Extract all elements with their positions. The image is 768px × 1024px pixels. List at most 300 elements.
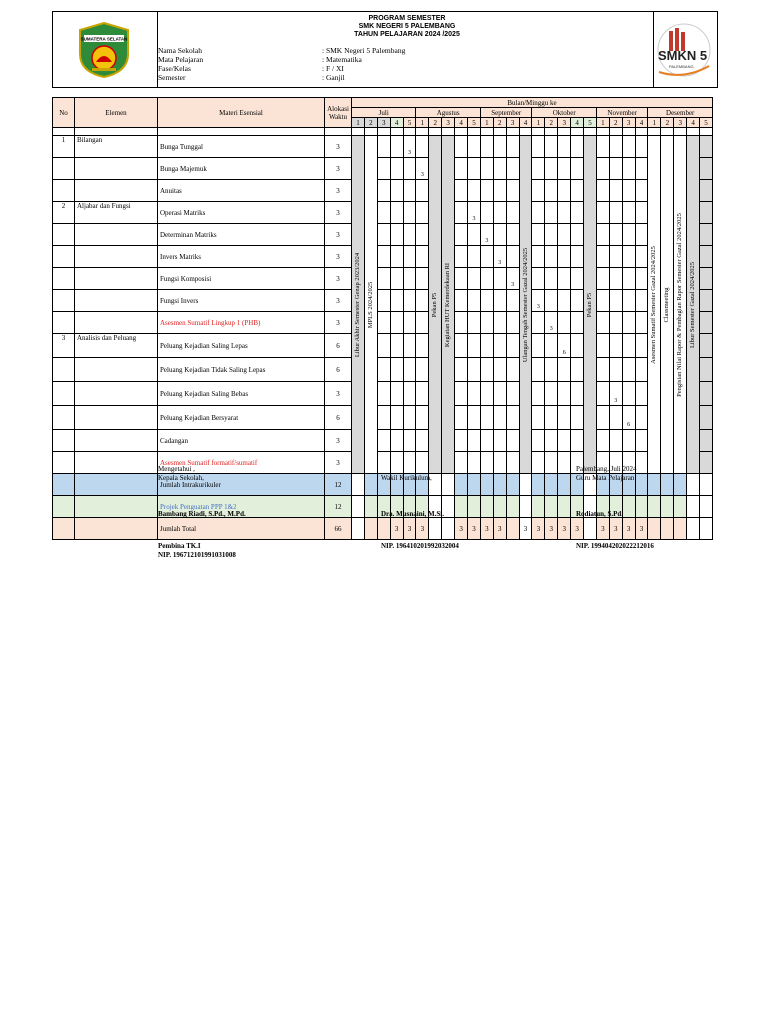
- week-cell: [558, 180, 571, 202]
- week-cell: [480, 430, 493, 452]
- week-cell: [532, 452, 545, 474]
- week-cell: [571, 312, 584, 334]
- week-cell: [455, 202, 468, 224]
- week-cell: [390, 202, 403, 224]
- week-cell: [390, 246, 403, 268]
- week-cell: [416, 430, 429, 452]
- spacer-cell: [532, 128, 545, 136]
- row-elemen: [75, 268, 158, 290]
- week-cell: [558, 158, 571, 180]
- week-cell: [700, 496, 713, 518]
- week-cell: [635, 290, 648, 312]
- week-cell: [700, 406, 713, 430]
- week-cell: [558, 430, 571, 452]
- week-cell: 3: [493, 246, 506, 268]
- kepsek-name: Bambang Riadi, S.Pd., M.Pd.: [158, 510, 246, 518]
- week-cell: [377, 224, 390, 246]
- week-cell: [635, 246, 648, 268]
- vertical-note-text: Pekan P5: [431, 292, 439, 317]
- week-cell: [700, 334, 713, 358]
- week-cell: [416, 202, 429, 224]
- spacer-cell: [609, 128, 622, 136]
- week-cell: [416, 268, 429, 290]
- spacer-cell: [571, 128, 584, 136]
- vertical-note-text: Pengisian Nilai Rapor & Pembagian Rapor Semester Gazal 2024/2025: [676, 212, 684, 397]
- week-cell: [377, 180, 390, 202]
- week-cell: 3: [558, 518, 571, 540]
- week-cell: [377, 202, 390, 224]
- week-cell: [596, 406, 609, 430]
- week-cell: [403, 268, 416, 290]
- week-cell: 3: [532, 518, 545, 540]
- week-cell: [403, 334, 416, 358]
- week-cell: [416, 180, 429, 202]
- guru-role: Guru Mata Pelajaran: [576, 474, 635, 482]
- summary-empty: [53, 518, 75, 540]
- table-row: [53, 136, 713, 158]
- waka-name: Dra. Musnaini, M.Si.: [381, 510, 445, 518]
- row-elemen: Bilangan: [75, 136, 158, 158]
- week-cell: [635, 358, 648, 382]
- header-week: 2: [364, 118, 377, 128]
- week-cell: [377, 158, 390, 180]
- week-cell: [480, 406, 493, 430]
- row-elemen: Analisis dan Peluang: [75, 334, 158, 358]
- week-cell: [532, 474, 545, 496]
- header-week: 4: [571, 118, 584, 128]
- row-materi: Peluang Kejadian Bersyarat: [158, 406, 325, 430]
- spacer-cell: [687, 128, 700, 136]
- row-no: [53, 406, 75, 430]
- header-month: Oktober: [532, 108, 596, 118]
- week-cell: [364, 496, 377, 518]
- week-cell: [468, 158, 481, 180]
- week-cell: [609, 136, 622, 158]
- row-materi: Bunga Tunggal: [158, 136, 325, 158]
- row-materi: Peluang Kejadian Saling Lepas: [158, 334, 325, 358]
- week-cell: [609, 202, 622, 224]
- guru-nip: NIP. 199404202022212016: [576, 542, 654, 550]
- week-cell: [493, 202, 506, 224]
- header-week: 2: [429, 118, 442, 128]
- table-row: [53, 406, 713, 430]
- row-jp: 3: [325, 202, 352, 224]
- table-row: [53, 358, 713, 382]
- week-cell: [700, 246, 713, 268]
- spacer-cell: [75, 128, 158, 136]
- waka-role: Wakil Kurikulum,: [381, 474, 432, 482]
- week-cell: [545, 358, 558, 382]
- week-cell: [377, 268, 390, 290]
- week-cell: [416, 406, 429, 430]
- header-week: 4: [390, 118, 403, 128]
- header-week: 3: [506, 118, 519, 128]
- header-week: 3: [674, 118, 687, 128]
- header-elemen: Elemen: [75, 98, 158, 128]
- row-no: [53, 358, 75, 382]
- week-cell: [416, 246, 429, 268]
- summary-empty: [75, 496, 158, 518]
- week-cell: 3: [416, 158, 429, 180]
- week-cell: [352, 496, 365, 518]
- week-cell: [622, 136, 635, 158]
- week-cell: [377, 452, 390, 474]
- week-cell: [571, 430, 584, 452]
- week-cell: [480, 202, 493, 224]
- week-cell: [416, 312, 429, 334]
- week-cell: [416, 334, 429, 358]
- week-cell: [390, 180, 403, 202]
- week-cell: [622, 268, 635, 290]
- smkn5-logo: [653, 22, 715, 78]
- header-week: 1: [648, 118, 661, 128]
- week-cell: [468, 452, 481, 474]
- week-cell: [364, 474, 377, 496]
- week-cell: [403, 224, 416, 246]
- week-cell: [622, 158, 635, 180]
- mengetahui-label: Mengetahui ,: [158, 465, 195, 473]
- spacer-cell: [352, 128, 365, 136]
- week-cell: [700, 202, 713, 224]
- week-cell: [700, 136, 713, 158]
- week-cell: [493, 496, 506, 518]
- week-cell: [493, 334, 506, 358]
- week-cell: [596, 358, 609, 382]
- week-cell: [622, 312, 635, 334]
- vertical-note: [674, 136, 687, 474]
- week-cell: [352, 474, 365, 496]
- summary-empty: [53, 496, 75, 518]
- week-cell: [596, 268, 609, 290]
- week-cell: 3: [390, 518, 403, 540]
- week-cell: [468, 474, 481, 496]
- week-cell: [455, 246, 468, 268]
- spacer-cell: [700, 128, 713, 136]
- row-jp: 3: [325, 268, 352, 290]
- week-cell: [455, 224, 468, 246]
- week-cell: [674, 518, 687, 540]
- week-cell: [635, 406, 648, 430]
- info-labels: [158, 46, 203, 82]
- spacer-cell: [648, 128, 661, 136]
- table-row: [53, 382, 713, 406]
- table-row: [53, 246, 713, 268]
- week-cell: [468, 496, 481, 518]
- week-cell: 3: [506, 268, 519, 290]
- week-cell: [390, 224, 403, 246]
- row-jp: 3: [325, 224, 352, 246]
- week-cell: [596, 382, 609, 406]
- week-cell: 3: [545, 518, 558, 540]
- week-cell: [455, 268, 468, 290]
- week-cell: [700, 430, 713, 452]
- week-cell: [468, 334, 481, 358]
- week-cell: [532, 382, 545, 406]
- week-cell: [416, 136, 429, 158]
- week-cell: [635, 430, 648, 452]
- table-row: [53, 224, 713, 246]
- week-cell: [596, 224, 609, 246]
- week-cell: [377, 136, 390, 158]
- week-cell: [377, 290, 390, 312]
- header-week: 1: [596, 118, 609, 128]
- spacer-cell: [390, 128, 403, 136]
- info-value: : SMK Negeri 5 Palembang: [322, 46, 406, 55]
- spacer-cell: [53, 128, 75, 136]
- row-jp: 3: [325, 246, 352, 268]
- week-cell: [480, 136, 493, 158]
- week-cell: [635, 158, 648, 180]
- vertical-note: [648, 136, 661, 474]
- week-cell: [493, 382, 506, 406]
- spacer-cell: [674, 128, 687, 136]
- week-cell: [532, 136, 545, 158]
- week-cell: [390, 406, 403, 430]
- week-cell: [468, 224, 481, 246]
- spacer-cell: [442, 128, 455, 136]
- logo-right-text: SMKN 5: [658, 48, 708, 63]
- kepsek-role: Kepala Sekolah,: [158, 474, 204, 482]
- week-cell: [506, 334, 519, 358]
- spacer-cell: [558, 128, 571, 136]
- week-cell: [545, 246, 558, 268]
- week-cell: [532, 496, 545, 518]
- week-cell: [596, 430, 609, 452]
- week-cell: [609, 158, 622, 180]
- week-cell: [700, 158, 713, 180]
- vertical-note: [442, 136, 455, 474]
- row-no: [53, 158, 75, 180]
- week-cell: [468, 136, 481, 158]
- vertical-note: [687, 136, 700, 474]
- week-cell: [377, 312, 390, 334]
- week-cell: [545, 224, 558, 246]
- week-cell: [635, 334, 648, 358]
- spacer-cell: [377, 128, 390, 136]
- row-jp: 3: [325, 312, 352, 334]
- summary-label: Jumlah Total: [158, 518, 325, 540]
- week-cell: [468, 290, 481, 312]
- week-cell: [545, 202, 558, 224]
- row-materi: Peluang Kejadian Tidak Saling Lepas: [158, 358, 325, 382]
- week-cell: [416, 452, 429, 474]
- week-cell: [377, 334, 390, 358]
- spacer-cell: [596, 128, 609, 136]
- header-bulan: Bulan/Minggu ke: [352, 98, 713, 108]
- info-label: Semester: [158, 73, 186, 82]
- spacer-cell: [584, 128, 597, 136]
- row-jp: 3: [325, 430, 352, 452]
- vertical-note: [364, 136, 377, 474]
- spacer-cell: [506, 128, 519, 136]
- header-week: 5: [584, 118, 597, 128]
- week-cell: [506, 496, 519, 518]
- row-elemen: [75, 358, 158, 382]
- week-cell: [506, 430, 519, 452]
- row-materi: Bunga Majemuk: [158, 158, 325, 180]
- row-no: [53, 180, 75, 202]
- week-cell: [622, 334, 635, 358]
- week-cell: [532, 312, 545, 334]
- row-elemen: [75, 406, 158, 430]
- week-cell: [609, 358, 622, 382]
- header-month: November: [596, 108, 648, 118]
- row-no: [53, 224, 75, 246]
- header-month: September: [480, 108, 532, 118]
- week-cell: [455, 382, 468, 406]
- week-cell: [622, 382, 635, 406]
- week-cell: [403, 406, 416, 430]
- summary-empty: [75, 474, 158, 496]
- week-cell: [571, 382, 584, 406]
- week-cell: [596, 202, 609, 224]
- week-cell: [416, 382, 429, 406]
- week-cell: 3: [468, 518, 481, 540]
- week-cell: [532, 246, 545, 268]
- week-cell: [468, 246, 481, 268]
- vertical-note: [429, 136, 442, 474]
- week-cell: [687, 496, 700, 518]
- kepsek-nip: NIP. 196712101991031008: [158, 551, 236, 559]
- week-cell: [519, 474, 532, 496]
- week-cell: [455, 180, 468, 202]
- header-week: 2: [609, 118, 622, 128]
- week-cell: [468, 268, 481, 290]
- spacer-cell: [429, 128, 442, 136]
- row-jp: 3: [325, 290, 352, 312]
- table-row: [53, 268, 713, 290]
- week-cell: [532, 358, 545, 382]
- week-cell: [493, 268, 506, 290]
- week-cell: 3: [545, 312, 558, 334]
- row-materi: Fungsi Komposisi: [158, 268, 325, 290]
- info-label: Nama Sekolah: [158, 46, 202, 55]
- row-elemen: [75, 382, 158, 406]
- row-materi: Fungsi Invers: [158, 290, 325, 312]
- week-cell: [532, 158, 545, 180]
- sumsel-emblem-logo: [78, 22, 130, 78]
- week-cell: [506, 202, 519, 224]
- week-cell: [390, 312, 403, 334]
- week-cell: [493, 452, 506, 474]
- week-cell: [493, 406, 506, 430]
- row-materi: Asesmen Sumatif Lingkup 1 (PHB): [158, 312, 325, 334]
- week-cell: [609, 406, 622, 430]
- week-cell: [352, 518, 365, 540]
- week-cell: [506, 246, 519, 268]
- week-cell: [700, 474, 713, 496]
- header-month: Juli: [352, 108, 416, 118]
- info-label: Fase/Kelas: [158, 64, 191, 73]
- week-cell: [493, 430, 506, 452]
- week-cell: [571, 334, 584, 358]
- week-cell: [377, 430, 390, 452]
- header-week: 4: [687, 118, 700, 128]
- waka-nip: NIP. 196410201992032004: [381, 542, 459, 550]
- spacer-cell: [622, 128, 635, 136]
- week-cell: [532, 224, 545, 246]
- week-cell: 6: [622, 406, 635, 430]
- week-cell: [558, 382, 571, 406]
- week-cell: [480, 334, 493, 358]
- week-cell: 3: [622, 518, 635, 540]
- week-cell: [558, 290, 571, 312]
- week-cell: [455, 334, 468, 358]
- week-cell: [622, 180, 635, 202]
- week-cell: [403, 358, 416, 382]
- week-cell: [480, 496, 493, 518]
- week-cell: [635, 268, 648, 290]
- header-week: 3: [622, 118, 635, 128]
- week-cell: [390, 136, 403, 158]
- week-cell: [558, 224, 571, 246]
- vertical-note-text: Asesmen Sumatif Semester Gazal 2024/2025: [650, 245, 658, 364]
- week-cell: 3: [416, 518, 429, 540]
- week-cell: [506, 158, 519, 180]
- summary-value: 12: [325, 496, 352, 518]
- week-cell: [700, 518, 713, 540]
- week-cell: [674, 496, 687, 518]
- week-cell: 3: [403, 136, 416, 158]
- week-cell: [609, 180, 622, 202]
- header-materi: Materi Esensial: [158, 98, 325, 128]
- spacer-cell: [519, 128, 532, 136]
- week-cell: [661, 518, 674, 540]
- week-cell: [635, 382, 648, 406]
- row-materi: Asesmen Sumatif formatif/sumatif: [158, 452, 325, 474]
- week-cell: [403, 312, 416, 334]
- week-cell: 3: [403, 518, 416, 540]
- week-cell: [403, 452, 416, 474]
- week-cell: [506, 406, 519, 430]
- header-week: 1: [416, 118, 429, 128]
- week-cell: [390, 358, 403, 382]
- week-cell: [545, 452, 558, 474]
- info-label: Mata Pelajaran: [158, 55, 204, 64]
- week-cell: [493, 158, 506, 180]
- table-row: [53, 430, 713, 452]
- week-cell: [545, 496, 558, 518]
- week-cell: [687, 474, 700, 496]
- spacer-cell: [493, 128, 506, 136]
- week-cell: [558, 312, 571, 334]
- header-week: 1: [532, 118, 545, 128]
- week-cell: [493, 136, 506, 158]
- title-school: SMK NEGERI 5 PALEMBANG: [358, 23, 456, 30]
- place-date: Palembang, Juli 2024: [576, 465, 637, 473]
- week-cell: [532, 202, 545, 224]
- summary-label: Jumlah Intrakurikuler: [158, 474, 325, 496]
- week-cell: [468, 358, 481, 382]
- week-cell: [700, 290, 713, 312]
- week-cell: [532, 334, 545, 358]
- week-cell: [545, 406, 558, 430]
- vertical-note-text: Pekan P5: [585, 292, 593, 317]
- week-cell: [609, 268, 622, 290]
- spacer-cell: [661, 128, 674, 136]
- week-cell: [390, 290, 403, 312]
- week-cell: [596, 246, 609, 268]
- spacer-cell: [403, 128, 416, 136]
- week-cell: [506, 180, 519, 202]
- header-week: 3: [377, 118, 390, 128]
- week-cell: [390, 452, 403, 474]
- week-cell: 3: [468, 202, 481, 224]
- header-week: 1: [480, 118, 493, 128]
- week-cell: [635, 136, 648, 158]
- week-cell: [455, 290, 468, 312]
- row-elemen: Aljabar dan Fungsi: [75, 202, 158, 224]
